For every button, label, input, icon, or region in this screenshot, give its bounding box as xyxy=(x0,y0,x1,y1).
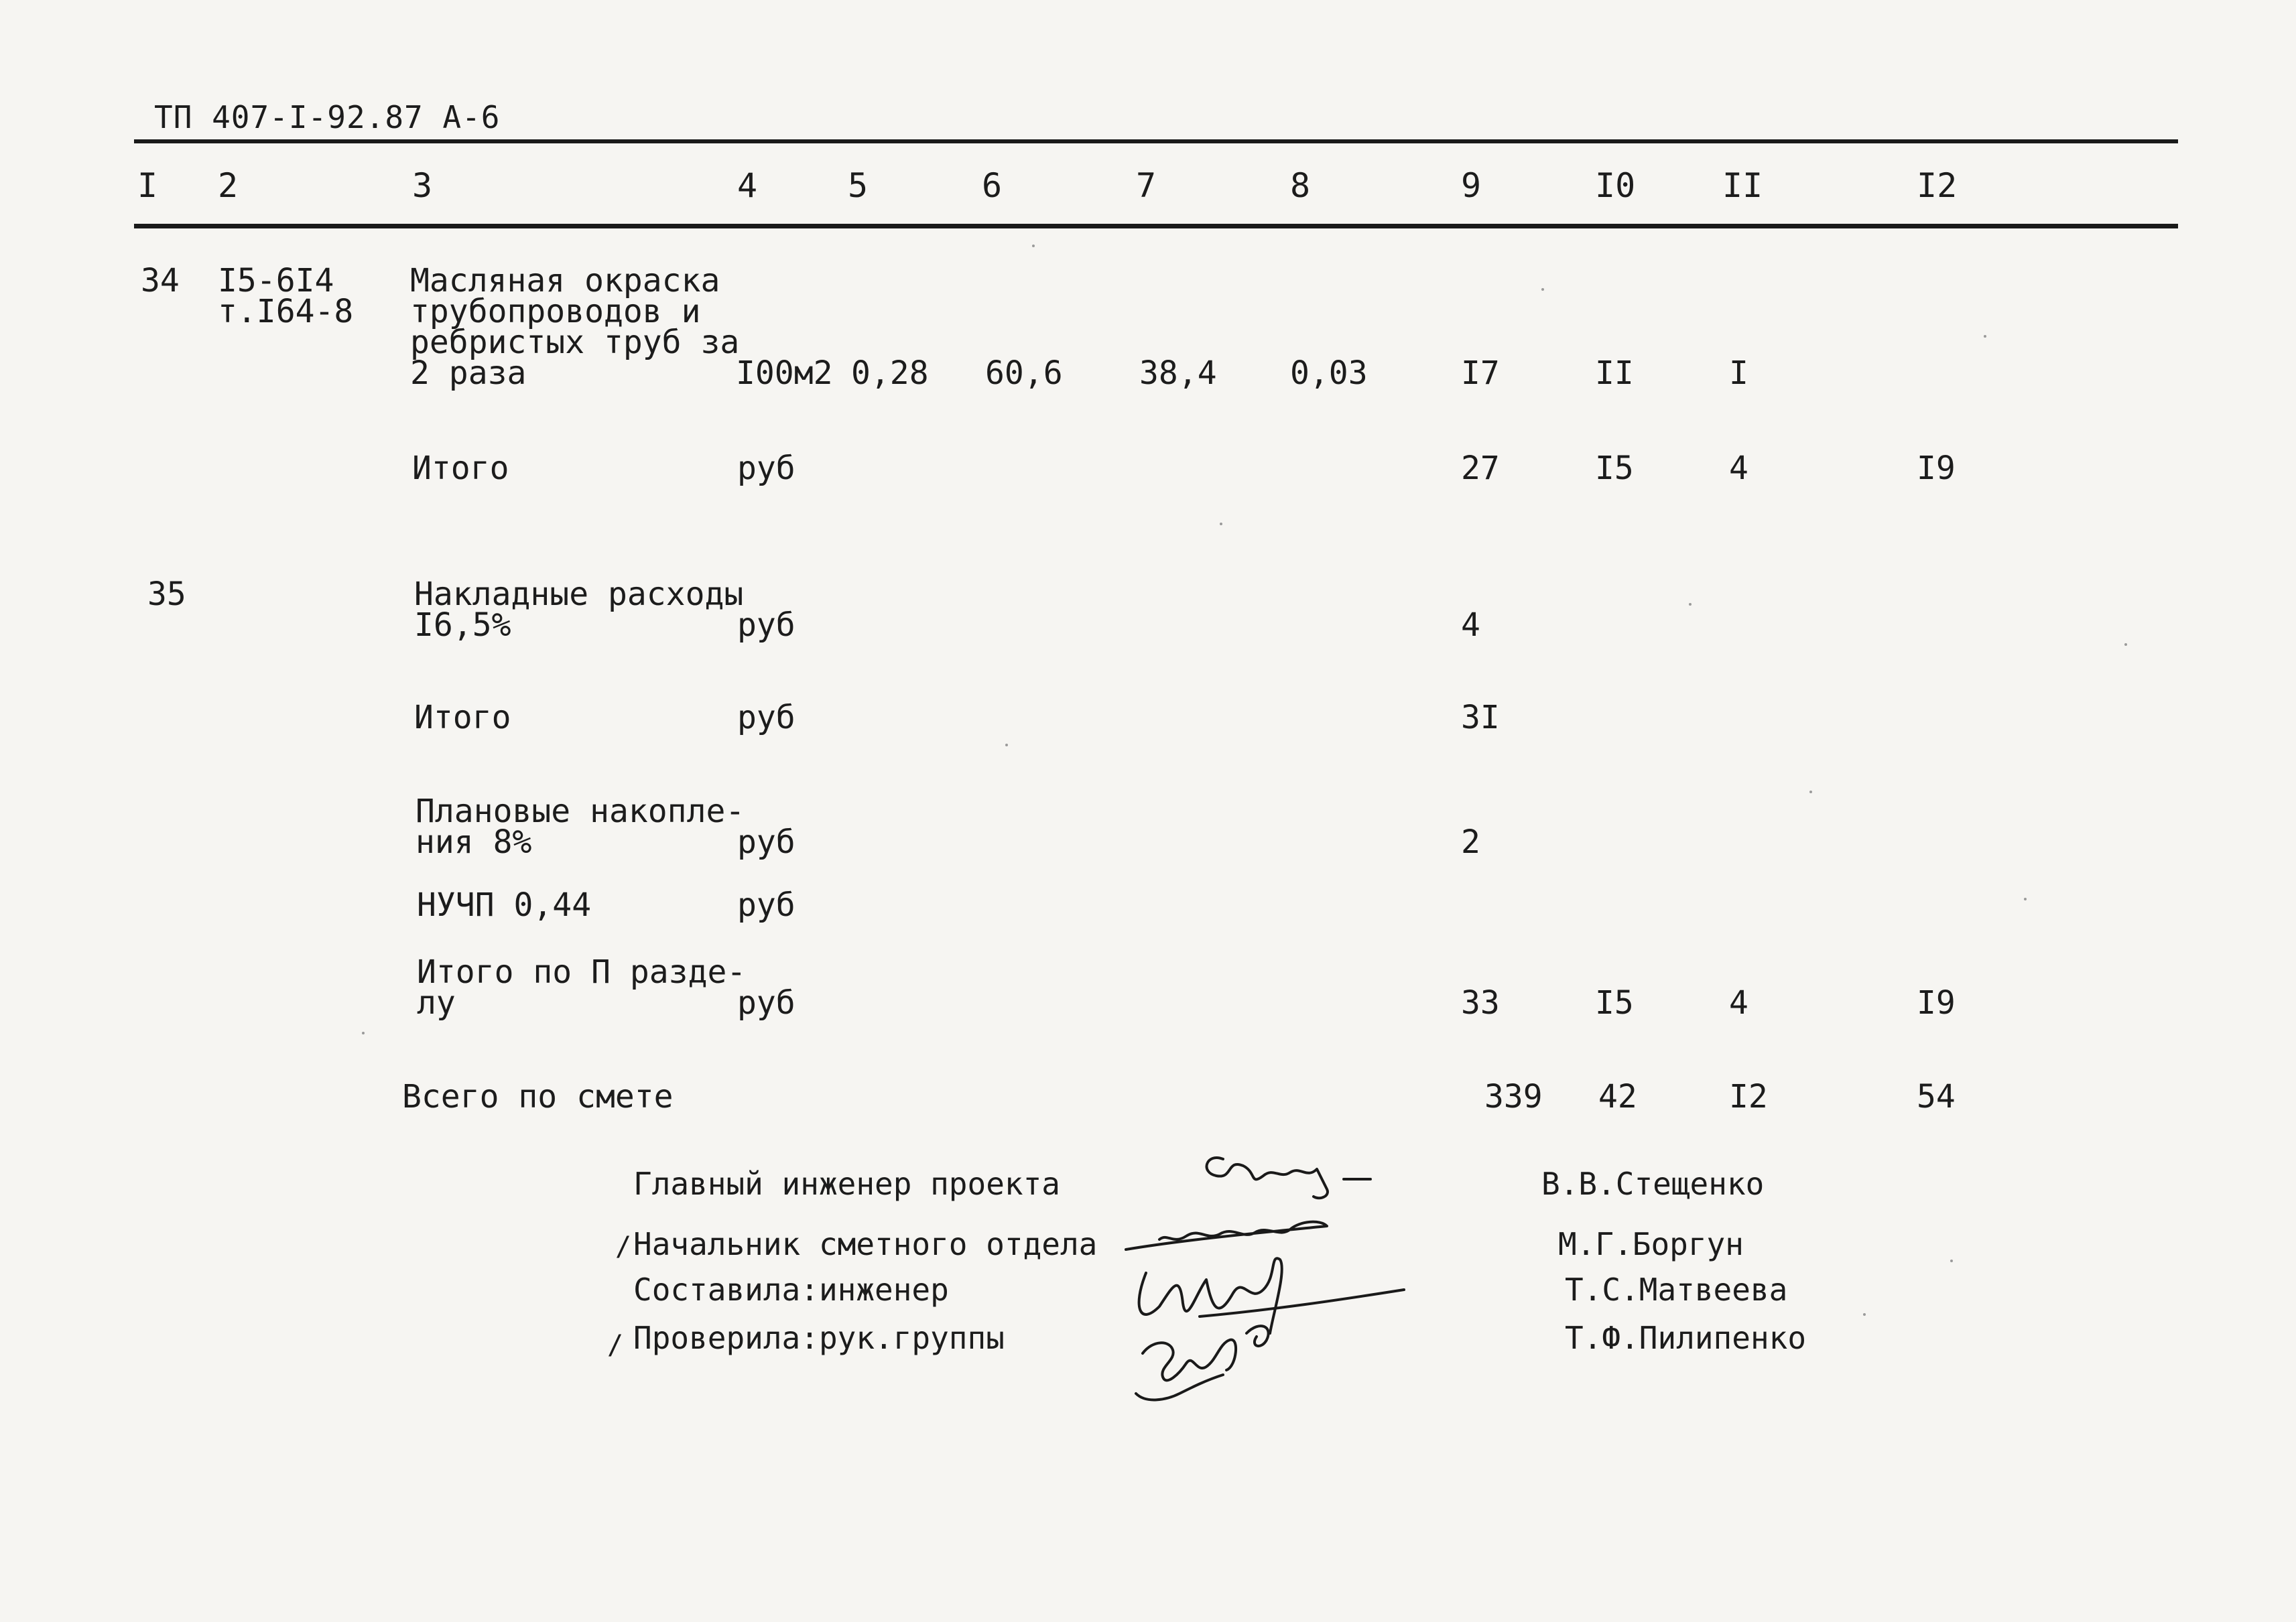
col-num-7: 7 xyxy=(1136,166,1157,205)
col-num-6: 6 xyxy=(982,166,1003,205)
unit: руб xyxy=(737,984,795,1022)
subtotal-label: Итого xyxy=(414,699,511,736)
scan-speck xyxy=(1032,245,1035,247)
signature-1-stroke xyxy=(1207,1158,1328,1198)
section-total-description: Итого по П разде- лу xyxy=(417,953,747,1022)
row-number: 34 xyxy=(141,262,180,299)
row-number: 35 xyxy=(147,576,186,613)
signature-name: М.Г.Боргун xyxy=(1558,1226,1744,1262)
unit: руб xyxy=(737,823,795,861)
cell-col9: 27 xyxy=(1461,450,1500,487)
cell-col11: 4 xyxy=(1729,450,1748,487)
scan-speck xyxy=(1984,335,1986,338)
cell-col12: I9 xyxy=(1917,984,1956,1022)
cell-col10: 42 xyxy=(1598,1078,1637,1116)
cell-col8: 0,03 xyxy=(1290,354,1368,392)
cell-col12: 54 xyxy=(1917,1078,1956,1116)
cell-col9: 4 xyxy=(1461,606,1480,644)
cell-col9: I7 xyxy=(1461,354,1500,392)
top-rule xyxy=(134,139,2178,143)
cell-col12: I9 xyxy=(1917,450,1956,487)
signature-2-stroke xyxy=(1126,1222,1327,1249)
col-num-11: II xyxy=(1722,166,1763,205)
cell-col11: I2 xyxy=(1729,1078,1768,1116)
tick-mark: / xyxy=(615,1231,632,1262)
signature-3-underline xyxy=(1200,1290,1404,1316)
cell-col10: I5 xyxy=(1595,450,1634,487)
cell-col9: 2 xyxy=(1461,823,1480,861)
scan-speck xyxy=(1809,791,1812,793)
col-num-12: I2 xyxy=(1917,166,1958,205)
cell-col5: 0,28 xyxy=(851,354,929,392)
document-code: ТП 407-I-92.87 А-6 xyxy=(154,99,501,135)
signature-role: Составила:инженер xyxy=(633,1272,949,1308)
work-description: Масляная окраска трубопроводов и ребристых труб за 2 раза xyxy=(410,262,740,392)
col-num-8: 8 xyxy=(1290,166,1311,205)
unit: руб xyxy=(737,450,795,487)
col-num-1: I xyxy=(137,166,158,205)
subtotal-label: Итого xyxy=(412,450,509,487)
header-rule xyxy=(134,224,2178,228)
scan-speck xyxy=(2124,643,2127,646)
norm-code: I5-6I4 т.I64-8 xyxy=(218,262,354,330)
cell-col11: I xyxy=(1729,354,1748,392)
cell-col10: I5 xyxy=(1595,984,1634,1022)
signature-3-stroke xyxy=(1139,1258,1282,1333)
signature-name: Т.Ф.Пилипенко xyxy=(1565,1320,1807,1356)
scan-speck xyxy=(1950,1260,1953,1262)
cell-col9: 339 xyxy=(1484,1078,1543,1116)
signature-4-loop xyxy=(1247,1326,1269,1346)
scan-speck xyxy=(1689,603,1692,606)
unit: I00м2 xyxy=(736,354,833,392)
cell-col10: II xyxy=(1595,354,1634,392)
cell-col7: 38,4 xyxy=(1139,354,1217,392)
planned-savings-description: Плановые накопле- ния 8% xyxy=(416,793,745,861)
signature-role: Проверила:рук.группы xyxy=(633,1320,1005,1356)
signature-role: Начальник сметного отдела xyxy=(633,1226,1098,1262)
scan-speck xyxy=(1863,1313,1866,1316)
tick-mark: / xyxy=(607,1330,624,1361)
unit: руб xyxy=(737,886,795,924)
signature-name: Т.С.Матвеева xyxy=(1565,1272,1788,1308)
col-num-9: 9 xyxy=(1461,166,1482,205)
cell-col9: 3I xyxy=(1461,699,1500,736)
unit: руб xyxy=(737,699,795,736)
scan-speck xyxy=(2024,898,2027,900)
unit: руб xyxy=(737,606,795,644)
overhead-description: Накладные расходы I6,5% xyxy=(414,576,744,644)
col-num-10: I0 xyxy=(1595,166,1636,205)
scan-speck xyxy=(1005,744,1008,746)
cell-col11: 4 xyxy=(1729,984,1748,1022)
col-num-2: 2 xyxy=(218,166,239,205)
cell-col6: 60,6 xyxy=(985,354,1063,392)
handwritten-signatures xyxy=(1106,1139,1521,1420)
col-num-4: 4 xyxy=(737,166,758,205)
signature-4-tail xyxy=(1136,1375,1223,1400)
col-num-5: 5 xyxy=(848,166,869,205)
grand-total-label: Всего по смете xyxy=(402,1078,674,1116)
signature-name: В.В.Стещенко xyxy=(1541,1166,1765,1202)
col-num-3: 3 xyxy=(412,166,433,205)
nuchp-label: НУЧП 0,44 xyxy=(417,886,592,924)
scan-speck xyxy=(1220,523,1222,525)
scan-speck xyxy=(1541,288,1544,291)
signature-role: Главный инженер проекта xyxy=(633,1166,1060,1202)
cell-col9: 33 xyxy=(1461,984,1500,1022)
scan-speck xyxy=(362,1032,365,1034)
